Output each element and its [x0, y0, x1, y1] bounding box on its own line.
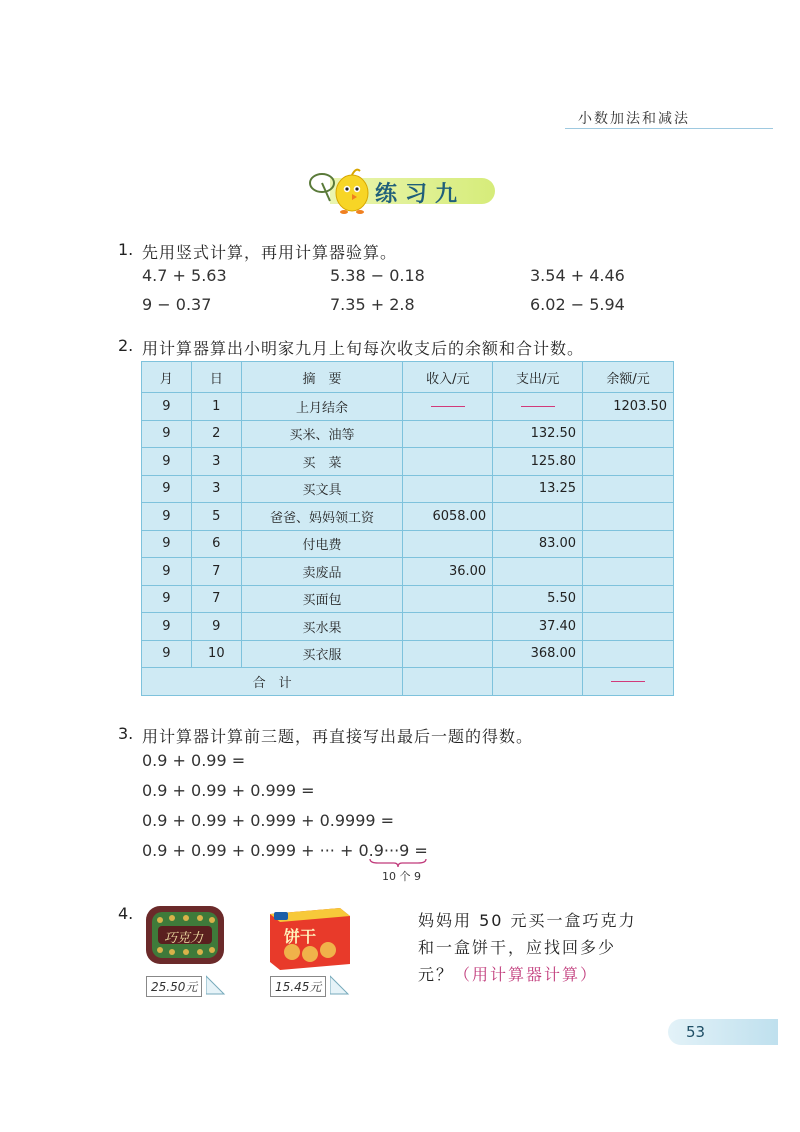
cell-income: [403, 448, 493, 476]
biscuit-price-tag: 15.45元: [270, 976, 326, 997]
cell-summary: 买文具: [241, 475, 403, 503]
q3-line-4: 0.9 + 0.99 + 0.999 + ··· + 0.9···9 =: [142, 841, 428, 860]
brace-label: 10 个 9: [382, 870, 421, 883]
cell-income: [403, 613, 493, 641]
exercise-title: 练习九: [375, 182, 466, 207]
chocolate-label: 巧克力: [164, 931, 204, 946]
cell-day: 10: [191, 640, 241, 668]
q1-expr-1: 4.7 + 5.63: [142, 266, 227, 285]
table-row: [142, 448, 674, 476]
cell-expense: [493, 503, 583, 531]
price-tag-tip-icon: [330, 974, 350, 996]
header-month: 月: [142, 362, 192, 393]
q4-hint: （用计算器计算）: [454, 965, 599, 984]
cell-income: [403, 393, 493, 421]
q2-text: 用计算器算出小明家九月上旬每次收支后的余额和合计数。: [142, 339, 585, 358]
chocolate-box: [144, 902, 226, 968]
cell-month: 9: [142, 558, 192, 586]
header-expense: 支出/元: [493, 362, 583, 393]
cell-summary: 卖废品: [241, 558, 403, 586]
cell-day: 1: [191, 393, 241, 421]
q4-text-line1: 妈妈用 50 元买一盒巧克力: [418, 911, 637, 930]
cell-expense: 5.50: [493, 585, 583, 613]
cell-day: 7: [191, 558, 241, 586]
cell-summary: 上月结余: [241, 393, 403, 421]
table-row: [142, 393, 674, 421]
cell-day: 3: [191, 448, 241, 476]
header-day: 日: [191, 362, 241, 393]
q3-text: 用计算器计算前三题，再直接写出最后一题的得数。: [142, 727, 534, 746]
cell-expense: 13.25: [493, 475, 583, 503]
cell-month: 9: [142, 530, 192, 558]
cell-income: 36.00: [403, 558, 493, 586]
dash-mark: [521, 406, 555, 407]
cell-month: 9: [142, 585, 192, 613]
q3-line-2: 0.9 + 0.99 + 0.999 =: [142, 781, 315, 800]
table-row: [142, 585, 674, 613]
cell-summary: 买 菜: [241, 448, 403, 476]
cell-income: [403, 530, 493, 558]
biscuit-label: 饼干: [284, 927, 317, 946]
chocolate-price-tag: 25.50元: [146, 976, 202, 997]
q3-number: 3.: [118, 724, 134, 743]
dash-mark: [611, 681, 645, 682]
cell-summary: 爸爸、妈妈领工资: [241, 503, 403, 531]
table-row: [142, 613, 674, 641]
cell-month: 9: [142, 475, 192, 503]
cell-summary: 买水果: [241, 613, 403, 641]
header-balance: 余额/元: [583, 362, 674, 393]
cell-expense: 83.00: [493, 530, 583, 558]
cell-day: 5: [191, 503, 241, 531]
q4-text-line3-main: 元？: [418, 965, 455, 984]
table-row: [142, 530, 674, 558]
cell-balance: [583, 503, 674, 531]
cell-expense: [493, 393, 583, 421]
table-total-row: [142, 668, 674, 696]
q4-number: 4.: [118, 904, 134, 923]
page-number-bar: [668, 1019, 778, 1045]
cell-balance: [583, 558, 674, 586]
page-number: 53: [686, 1023, 706, 1041]
q1-expr-3: 3.54 + 4.46: [530, 266, 625, 285]
cell-day: 7: [191, 585, 241, 613]
chick-mascot-icon: [300, 165, 380, 217]
q3-line-1: 0.9 + 0.99 =: [142, 751, 246, 770]
price-tag-tip-icon: [206, 974, 226, 996]
header-summary: 摘 要: [241, 362, 403, 393]
q4-text-line3: [418, 962, 598, 985]
exercise-banner: [300, 165, 495, 215]
q4-text-line2: 和一盒饼干，应找回多少: [418, 938, 617, 957]
cell-income: [403, 420, 493, 448]
cell-balance: [583, 530, 674, 558]
table-header-row: [142, 362, 674, 393]
table-row: [142, 475, 674, 503]
cell-day: 3: [191, 475, 241, 503]
ledger-table: [141, 361, 674, 696]
cell-day: 2: [191, 420, 241, 448]
cell-month: 9: [142, 420, 192, 448]
q1-expr-2: 5.38 − 0.18: [330, 266, 425, 285]
cell-month: 9: [142, 393, 192, 421]
cell-expense: 37.40: [493, 613, 583, 641]
cell-day: 6: [191, 530, 241, 558]
total-balance: [583, 668, 674, 696]
cell-summary: 买米、油等: [241, 420, 403, 448]
cell-expense: [493, 558, 583, 586]
cell-balance: [583, 420, 674, 448]
cell-balance: [583, 640, 674, 668]
cell-income: [403, 640, 493, 668]
table-row: [142, 558, 674, 586]
cell-month: 9: [142, 503, 192, 531]
cell-balance: [583, 613, 674, 641]
cell-expense: 125.80: [493, 448, 583, 476]
q1-expr-5: 7.35 + 2.8: [330, 295, 415, 314]
cell-day: 9: [191, 613, 241, 641]
cell-month: 9: [142, 448, 192, 476]
q1-number: 1.: [118, 240, 134, 259]
total-label: 合 计: [142, 668, 403, 696]
cell-balance: 1203.50: [583, 393, 674, 421]
biscuit-box: [266, 902, 352, 972]
total-income: [403, 668, 493, 696]
underbrace-icon: [368, 858, 428, 868]
cell-income: [403, 585, 493, 613]
cell-month: 9: [142, 640, 192, 668]
cell-balance: [583, 585, 674, 613]
q1-expr-6: 6.02 − 5.94: [530, 295, 625, 314]
dash-mark: [431, 406, 465, 407]
cell-income: [403, 475, 493, 503]
table-row: [142, 640, 674, 668]
cell-balance: [583, 475, 674, 503]
table-row: [142, 503, 674, 531]
q1-text: 先用竖式计算，再用计算器验算。: [142, 243, 398, 262]
header-income: 收入/元: [403, 362, 493, 393]
cell-expense: 368.00: [493, 640, 583, 668]
cell-income: 6058.00: [403, 503, 493, 531]
cell-month: 9: [142, 613, 192, 641]
q2-number: 2.: [118, 336, 134, 355]
q1-expr-4: 9 − 0.37: [142, 295, 212, 314]
table-row: [142, 420, 674, 448]
cell-summary: 买衣服: [241, 640, 403, 668]
header-rule: [565, 128, 773, 129]
total-expense: [493, 668, 583, 696]
q3-line-3: 0.9 + 0.99 + 0.999 + 0.9999 =: [142, 811, 395, 830]
cell-expense: 132.50: [493, 420, 583, 448]
cell-summary: 买面包: [241, 585, 403, 613]
chapter-title: 小数加法和减法: [578, 111, 690, 127]
cell-balance: [583, 448, 674, 476]
cell-summary: 付电费: [241, 530, 403, 558]
